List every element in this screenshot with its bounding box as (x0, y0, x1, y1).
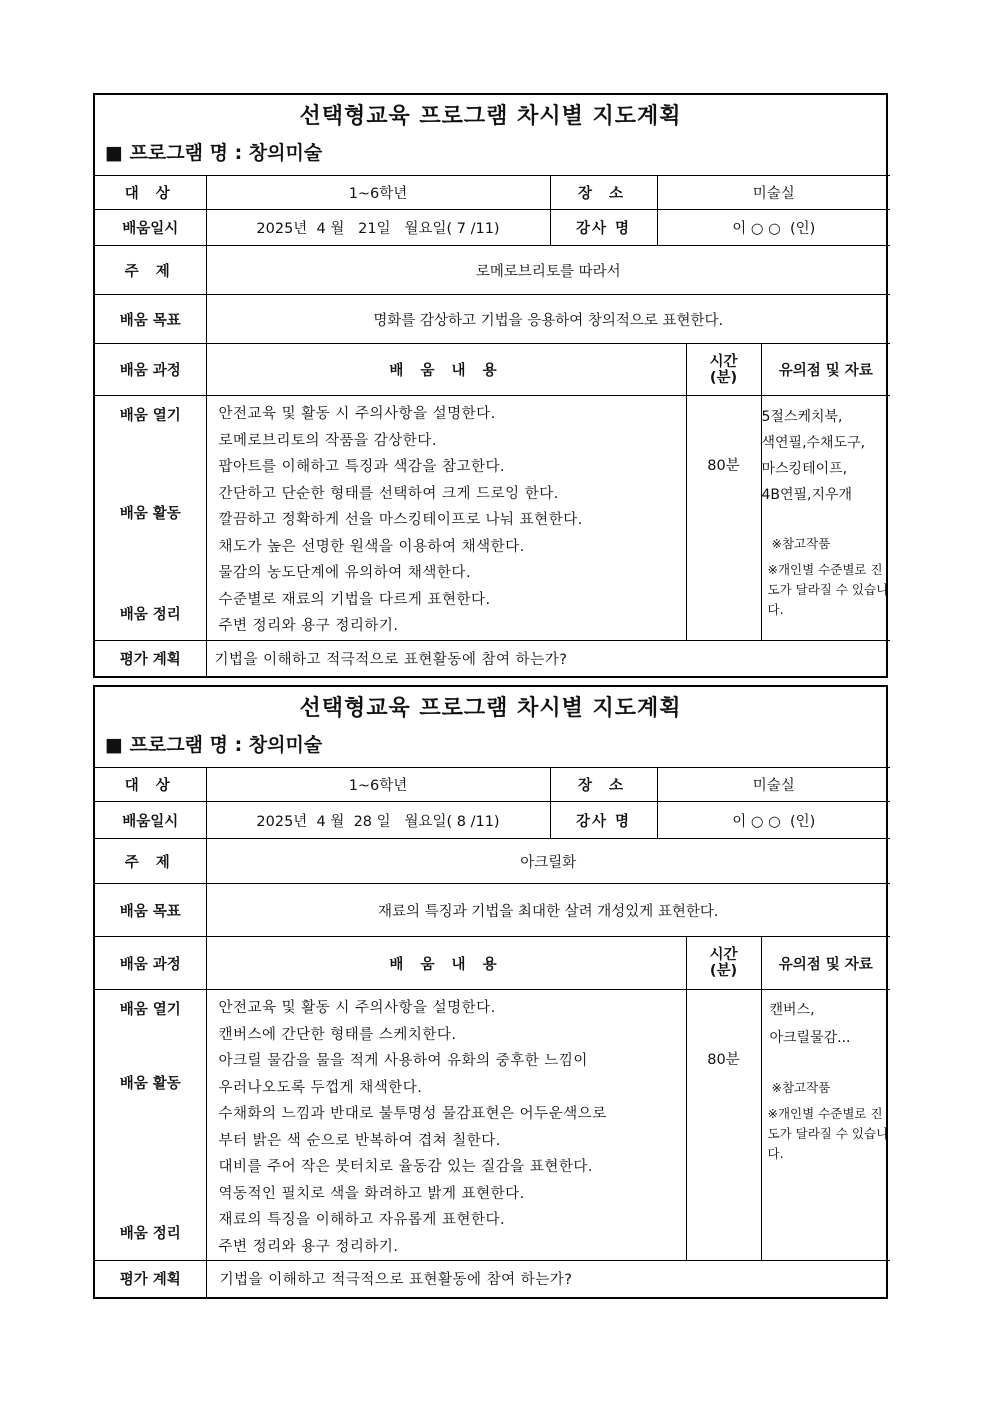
program-name: ■ 프로그램 명 : 창의미술 (105, 142, 323, 164)
place-label: 장 소 (550, 176, 657, 210)
teacher-label: 강사 명 (550, 802, 657, 839)
phase-column (95, 396, 206, 641)
content-line: 간단하고 단순한 형태를 선택하여 크게 드로잉 한다. (218, 485, 559, 502)
plan-title: 선택형교육 프로그램 차시별 지도계획 (299, 696, 682, 721)
phase-close: 배움 정리 (119, 607, 181, 623)
eval-value: 기법을 이해하고 적극적으로 표현활동에 참여 하는가? (206, 1261, 890, 1297)
time-cell (686, 990, 761, 1261)
phase-open: 배움 열기 (119, 1002, 181, 1018)
content-line: 깔끔하고 정확하게 선을 마스킹테이프로 나눠 표현한다. (218, 512, 583, 528)
content-line: 채도가 높은 선명한 원색을 이용하여 채색한다. (218, 538, 525, 555)
target-label: 대 상 (95, 768, 206, 802)
process-label: 배움 과정 (95, 344, 206, 396)
program-name: ■ 프로그램 명 : 창의미술 (105, 734, 323, 756)
topic-label: 주 제 (95, 839, 206, 884)
note-level: ※개인별 수준별로 진도가 달라질 수 있습니다. (767, 1106, 889, 1161)
goal-value: 재료의 특징과 기법을 최대한 살려 개성있게 표현한다. (206, 884, 890, 937)
notes-label: 유의점 및 자료 (761, 937, 890, 990)
eval-label: 평가 계획 (95, 1261, 206, 1297)
plan-table (95, 767, 890, 1297)
process-label: 배움 과정 (95, 937, 206, 990)
goal-label: 배움 목표 (95, 295, 206, 344)
target-label: 대 상 (95, 176, 206, 210)
content-line: 안전교육 및 활동 시 주의사항을 설명한다. (218, 1000, 496, 1016)
date-value: 2025년 4 월 21일 월요일( 7 /11) (206, 210, 550, 246)
phase-close: 배움 정리 (119, 1226, 181, 1242)
lesson-plan-1 (93, 93, 888, 678)
note-level: ※개인별 수준별로 진도가 달라질 수 있습니다. (767, 562, 889, 617)
materials-cell (761, 396, 890, 641)
eval-label: 평가 계획 (95, 640, 206, 676)
content-line: 주변 정리와 용구 정리하기. (218, 1238, 399, 1255)
topic-value: 아크릴화 (206, 839, 890, 884)
phase-open: 배움 열기 (119, 408, 181, 424)
place-value: 미술실 (657, 768, 890, 802)
content-line: 대비를 주어 작은 붓터치로 율동감 있는 질감을 표현한다. (218, 1159, 594, 1175)
eval-value: 기법을 이해하고 적극적으로 표현활동에 참여 하는가? (206, 640, 890, 676)
content-cell (206, 396, 686, 641)
material-item: 아크릴물감... (769, 1030, 851, 1046)
place-label: 장 소 (550, 768, 657, 802)
notes-label: 유의점 및 자료 (761, 344, 890, 396)
plan-table (95, 175, 890, 676)
place-value: 미술실 (657, 176, 890, 210)
material-item: 5절스케치북, (761, 409, 843, 425)
teacher-value: 이 ○ ○ (인) (657, 802, 890, 839)
note-reference: ※참고작품 (771, 536, 831, 551)
goal-label: 배움 목표 (95, 884, 206, 937)
content-line: 로메로브리토의 작품을 감상한다. (218, 432, 437, 449)
material-item: 마스킹테이프, (761, 461, 848, 477)
date-value: 2025년 4 월 28 일 월요일( 8 /11) (206, 802, 550, 839)
content-line: 수준별로 재료의 기법을 다르게 표현한다. (218, 591, 491, 608)
content-line: 우러나오도록 두껍게 채색한다. (218, 1079, 423, 1096)
material-item: 4B연필,지우개 (761, 487, 853, 503)
content-line: 안전교육 및 활동 시 주의사항을 설명한다. (218, 406, 496, 422)
note-reference: ※참고작품 (771, 1080, 831, 1095)
target-value: 1~6학년 (206, 176, 550, 210)
content-line: 캔버스에 간단한 형태를 스케치한다. (218, 1026, 457, 1043)
content-label: 배 움 내 용 (206, 344, 686, 396)
content-label: 배 움 내 용 (206, 937, 686, 990)
teacher-label: 강사 명 (550, 210, 657, 246)
phase-column (95, 990, 206, 1261)
date-label: 배움일시 (95, 802, 206, 839)
lesson-plan-2 (93, 685, 888, 1299)
time-label: 시간 (분) (686, 344, 761, 396)
material-item: 색연필,수채도구, (761, 435, 866, 451)
content-line: 수채화의 느낌과 반대로 불투명성 물감표현은 어두운색으로 (218, 1106, 607, 1122)
teacher-value: 이 ○ ○ (인) (657, 210, 890, 246)
time-value: 80분 (707, 1052, 740, 1068)
content-line: 부터 밝은 색 순으로 반복하여 겹쳐 칠한다. (218, 1132, 501, 1149)
content-line: 아크릴 물감을 물을 적게 사용하여 유화의 중후한 느낌이 (218, 1053, 588, 1069)
goal-value: 명화를 감상하고 기법을 응용하여 창의적으로 표현한다. (206, 295, 890, 344)
time-cell (686, 396, 761, 641)
phase-activity: 배움 활동 (119, 506, 181, 522)
content-line: 주변 정리와 용구 정리하기. (218, 618, 399, 634)
topic-value: 로메로브리토를 따라서 (206, 246, 890, 295)
target-value: 1~6학년 (206, 768, 550, 802)
time-label: 시간 (분) (686, 937, 761, 990)
materials-cell (761, 990, 890, 1261)
phase-activity: 배움 활동 (119, 1076, 181, 1092)
topic-label: 주 제 (95, 246, 206, 295)
content-line: 팝아트를 이해하고 특징과 색감을 참고한다. (218, 459, 506, 475)
content-line: 역동적인 필치로 색을 화려하고 밝게 표현한다. (218, 1185, 525, 1202)
date-label: 배움일시 (95, 210, 206, 246)
plan-title: 선택형교육 프로그램 차시별 지도계획 (299, 104, 682, 129)
time-value: 80분 (707, 458, 740, 474)
content-line: 물감의 농도단계에 유의하여 채색한다. (218, 565, 472, 581)
content-cell (206, 990, 686, 1261)
content-line: 재료의 특징을 이해하고 자유롭게 표현한다. (218, 1212, 506, 1228)
material-item: 캔버스, (769, 1002, 815, 1018)
